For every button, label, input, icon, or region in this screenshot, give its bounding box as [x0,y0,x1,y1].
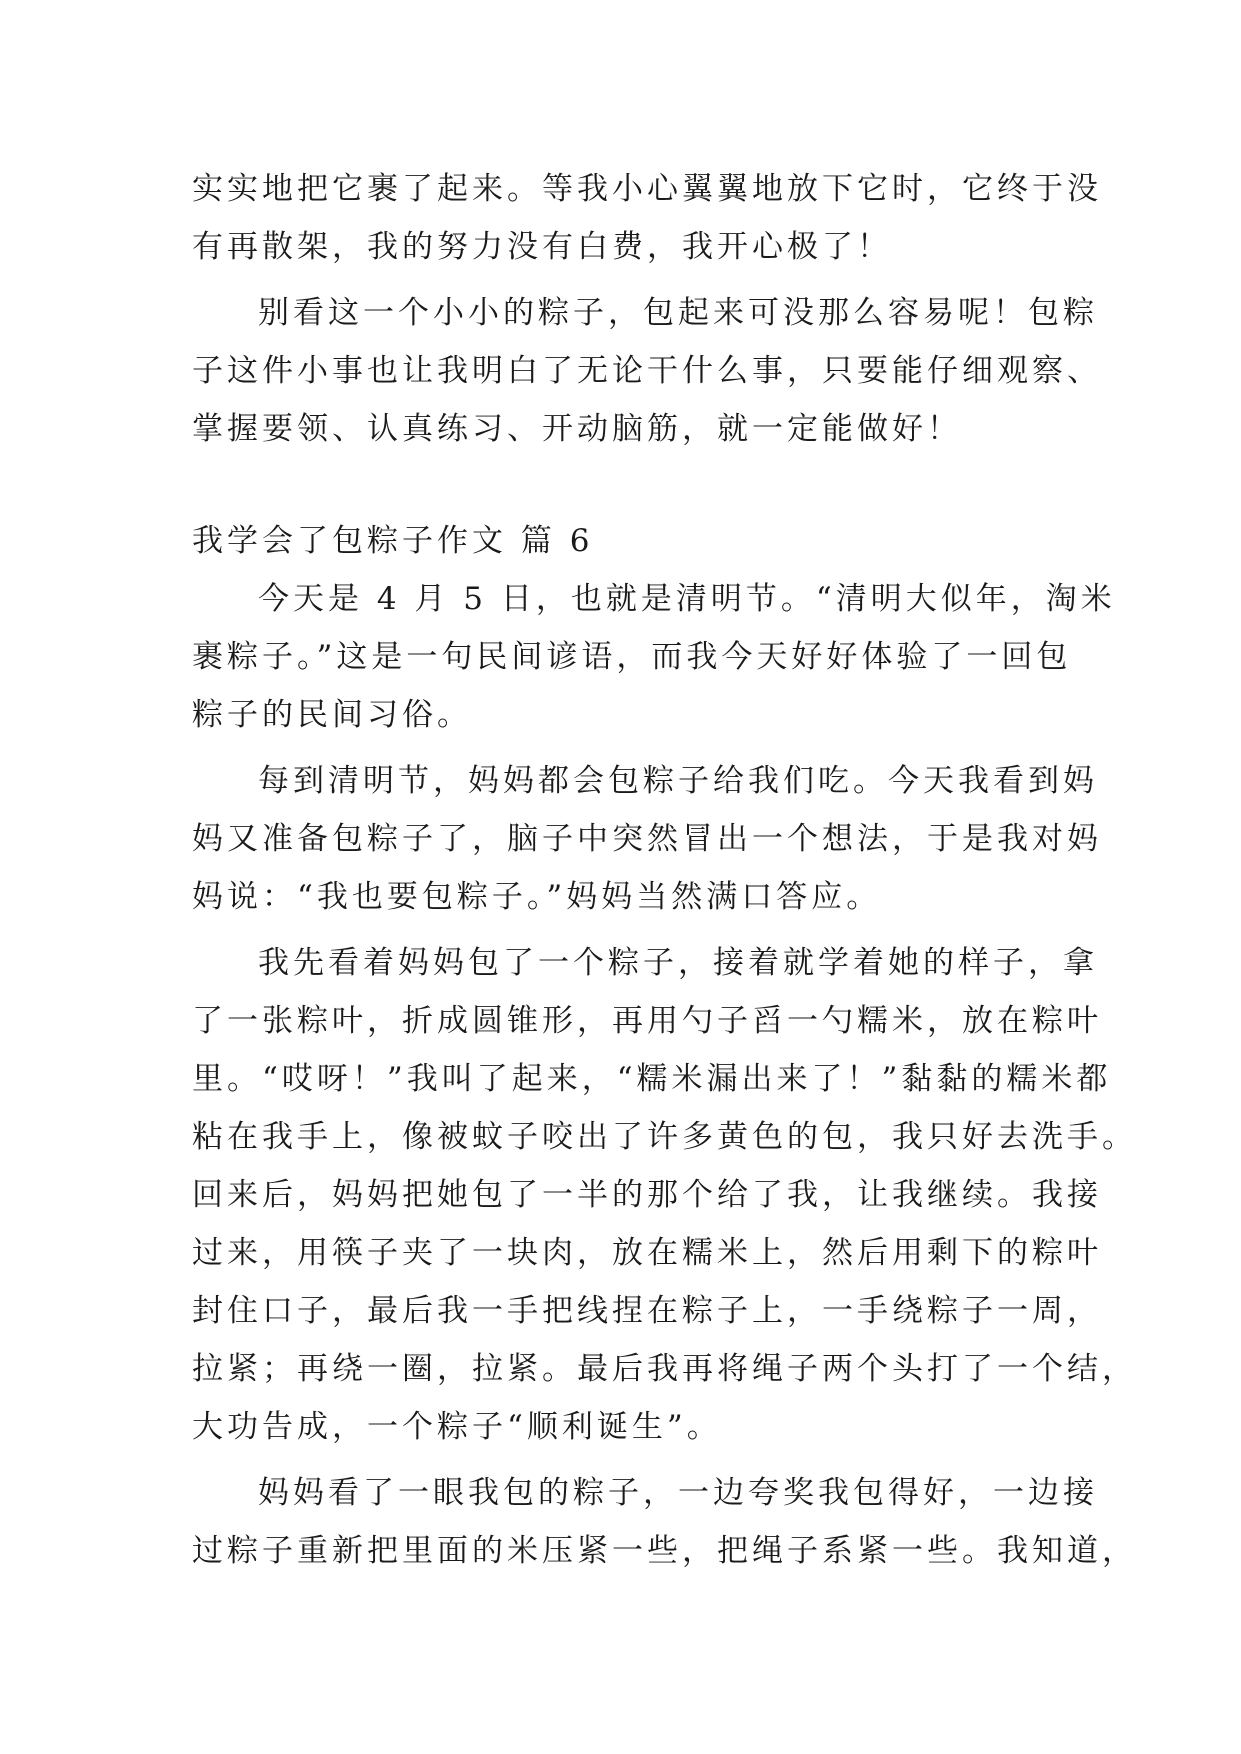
text-line: 封住口子，最后我一手把线捏在粽子上，一手绕粽子一周， [192,1293,1102,1329]
text-line: 每到清明节，妈妈都会包粽子给我们吃。今天我看到妈 [258,763,1098,799]
text-line: 今天是 4 月 5 日，也就是清明节。“清明大似年，淘米 [258,581,1116,617]
text-line: 回来后，妈妈把她包了一半的那个给了我，让我继续。我接 [192,1177,1102,1213]
text-line: 实实地把它裹了起来。等我小心翼翼地放下它时，它终于没 [192,171,1102,207]
text-line: 妈又准备包粽子了，脑子中突然冒出一个想法，于是我对妈 [192,821,1102,857]
section-title: 我学会了包粽子作文 篇 6 [192,523,594,559]
text-line: 掌握要领、认真练习、开动脑筋，就一定能做好！ [192,411,962,447]
text-line: 裹粽子。”这是一句民间谚语，而我今天好好体验了一回包 [192,639,1072,675]
text-line: 别看这一个小小的粽子，包起来可没那么容易呢！包粽 [258,295,1098,331]
paragraph [192,752,1102,926]
text-line: 妈妈看了一眼我包的粽子，一边夸奖我包得好，一边接 [258,1475,1098,1511]
paragraph [192,1464,1137,1580]
text-line: 了一张粽叶，折成圆锥形，再用勺子舀一勺糯米，放在粽叶 [192,1003,1102,1039]
document-page [192,160,1137,1580]
text-line: 我先看着妈妈包了一个粽子，接着就学着她的样子，拿 [258,945,1098,981]
text-line: 大功告成，一个粽子“顺利诞生”。 [192,1409,722,1445]
paragraph [192,160,1102,276]
paragraph [192,284,1102,458]
text-line: 有再散架，我的努力没有白费，我开心极了！ [192,229,892,265]
text-line: 里。“哎呀！”我叫了起来，“糯米漏出来了！”黏黏的糯米都 [192,1061,1112,1097]
text-line: 粽子的民间习俗。 [192,697,472,733]
text-line: 粘在我手上，像被蚊子咬出了许多黄色的包，我只好去洗手。 [192,1119,1137,1155]
text-line: 子这件小事也让我明白了无论干什么事，只要能仔细观察、 [192,353,1102,389]
paragraph [192,934,1137,1456]
text-line: 拉紧；再绕一圈，拉紧。最后我再将绳子两个头打了一个结， [192,1351,1137,1387]
text-line: 过粽子重新把里面的米压紧一些，把绳子系紧一些。我知道， [192,1533,1137,1569]
text-line: 过来，用筷子夹了一块肉，放在糯米上，然后用剩下的粽叶 [192,1235,1102,1271]
text-line: 妈说：“我也要包粽子。”妈妈当然满口答应。 [192,879,882,915]
paragraph [192,570,1116,744]
